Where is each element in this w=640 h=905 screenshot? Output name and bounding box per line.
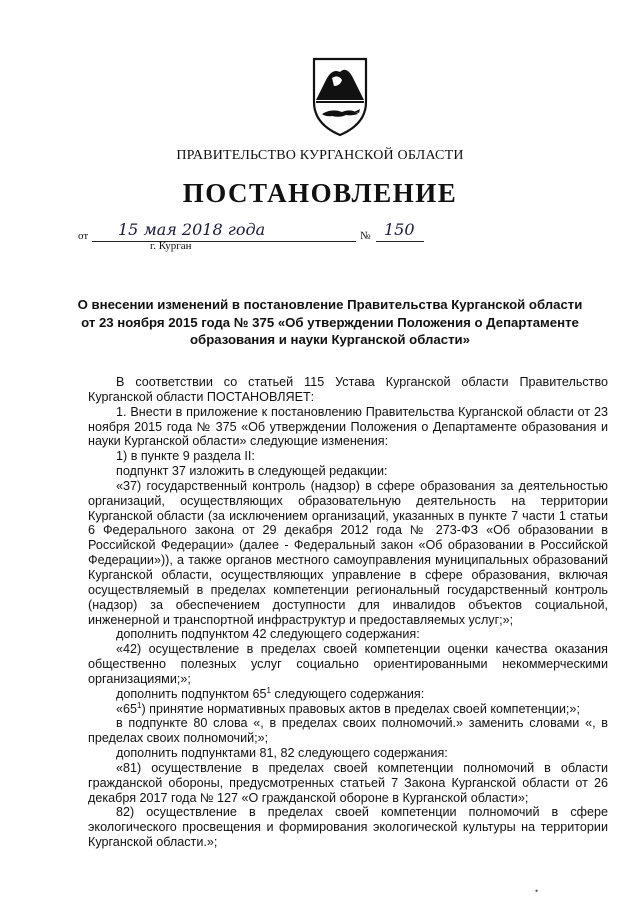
body-paragraph xyxy=(88,702,608,717)
scan-mark: • xyxy=(535,886,539,896)
title-line: О внесении изменений в постановление Правительства Курганской области xyxy=(77,297,583,312)
document-title xyxy=(70,296,590,349)
text-span: ) принятие нормативных правовых актов в пределах своей компетенции;»; xyxy=(141,701,580,716)
superscript: 1 xyxy=(137,700,142,710)
body-paragraph: «81) осуществление в пределах своей компетенции полномочий в области гражданской обороны, предусмотренных статьей 7 Закона Курганской области от 26 декабря 2017 года № 127 «О гражданской обороне в Курганской области»; xyxy=(88,760,608,805)
number-label: № xyxy=(360,230,371,242)
date-field xyxy=(92,221,356,242)
body-paragraph: 1) в пункте 9 раздела II: xyxy=(116,449,255,464)
handwritten-number: 150 xyxy=(384,220,415,239)
body-paragraph xyxy=(88,687,608,702)
document-type-heading: ПОСТАНОВЛЕНИЕ xyxy=(182,178,458,208)
handwritten-date: 15 мая 2018 года xyxy=(118,220,266,239)
body-paragraph: 1. Внести в приложение к постановлению Правительства Курганской области от 23 ноября 2015 года № 375 «Об утверждении Положения о Департаменте образования и науки Курганской области» следующие изменения: xyxy=(88,404,608,449)
text-span: дополнить подпунктом 65 xyxy=(116,686,267,701)
body-paragraph: «37) государственный контроль (надзор) в сфере образования за деятельностью организаций, осуществляющих образовательную деятельность на территории Курганской области (за исключением организаций, указанных в пункте 7 части 1 статьи 6 Федерального закона от 29 декабря 2012 года № 273-ФЗ «Об образовании в Российской Федерации» (далее - Федеральный закон «Об образовании в Российской Федерации»)), а также органов местного самоуправления муниципальных образований Курганской области, осуществляющих управление в сфере образования, включая осуществляемый в пределах компетенции региональный государственный контроль (надзор) за обеспечением доступности для инвалидов объектов социальной, инженерной и транспортной инфраструктур и предоставляемых услуг;»; xyxy=(88,478,608,627)
body-paragraph: 82) осуществление в пределах своей компетенции полномочий в сфере экологического просвещения и формирования экологической культуры на территории Курганской области.»; xyxy=(88,805,608,850)
body-paragraph: дополнить подпунктами 81, 82 следующего содержания: xyxy=(116,746,448,761)
organization-name: ПРАВИТЕЛЬСТВО КУРГАНСКОЙ ОБЛАСТИ xyxy=(176,148,464,163)
body-paragraph: в подпункте 80 слова «, в пределах своих полномочий.» заменить словами «, в пределах своих полномочий;»; xyxy=(88,716,608,746)
body-paragraph: дополнить подпунктом 42 следующего содержания: xyxy=(116,627,420,642)
body-paragraph: «42) осуществление в пределах своей компетенции оценки качества оказания общественно полезных услуг социально ориентированными некоммерческими организациями;»; xyxy=(88,642,608,686)
coat-of-arms-emblem xyxy=(310,56,370,138)
document-body xyxy=(88,375,608,850)
superscript: 1 xyxy=(266,685,271,695)
title-line: от 23 ноября 2015 года № 375 «Об утверждении Положения о Департаменте xyxy=(81,314,579,330)
body-paragraph: В соответствии со статьей 115 Устава Курганской области Правительство Курганской области ПОСТАНОВЛЯЕТ: xyxy=(88,375,608,404)
text-span: следующего содержания: xyxy=(270,686,425,701)
body-paragraph: подпункт 37 изложить в следующей редакции: xyxy=(116,464,388,479)
text-span: «65 xyxy=(116,701,138,716)
title-line: образования и науки Курганской области» xyxy=(190,332,470,347)
city-label: г. Курган xyxy=(150,240,192,252)
date-from-label: от xyxy=(78,230,89,242)
number-field xyxy=(376,221,424,242)
